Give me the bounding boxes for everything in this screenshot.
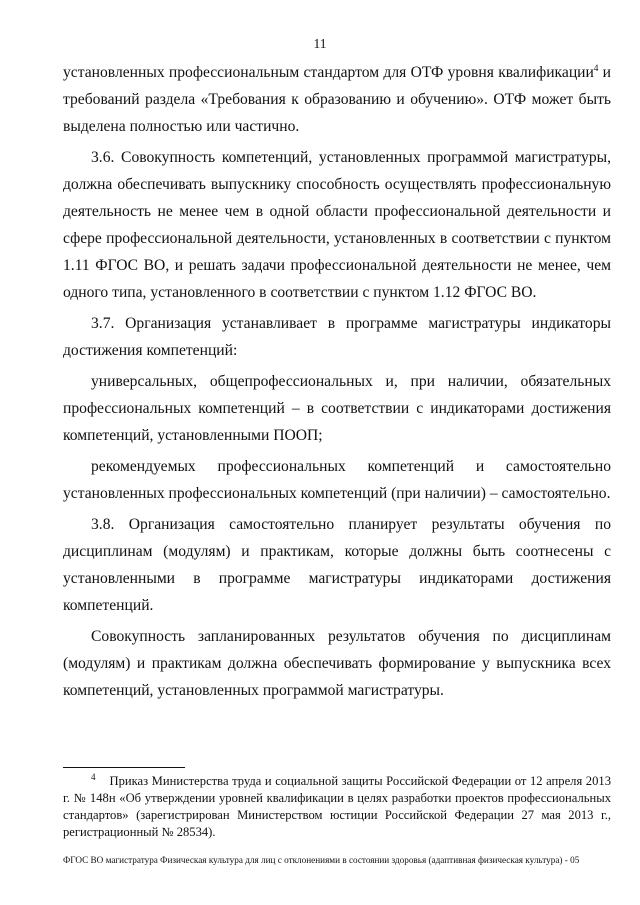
paragraph-planned-results: Совокупность запланированных результатов обучения по дисциплинам (модулям) и практикам должна обеспечивать формирование у выпускника всех компетенций, установленных программой магистратуры.	[63, 628, 611, 699]
paragraph-recommended-competencies: рекомендуемых профессиональных компетенций и самостоятельно установленных профессиональных компетенций (при наличии) – самостоятельно.	[63, 458, 611, 502]
footnote-reference: 4	[593, 62, 599, 73]
paragraph-universal-competencies: универсальных, общепрофессиональных и, при наличии, обязательных профессиональных компетенций – в соответствии с индикаторами достижения компетенций, установленными ПООП;	[63, 373, 611, 444]
footnote: 4 Приказ Министерства труда и социальной защиты Российской Федерации от 12 апреля 2013 г. № 148н «Об утверждении уровней квалификации в целях разработки проектов профессиональных стандартов» (зарегистрирован Министерством юстиции Российской Федерации 27 мая 2013 г., регистрационный № 28534).	[63, 771, 611, 839]
paragraph-continuation	[63, 59, 611, 140]
page-number: 11	[313, 36, 327, 51]
paragraph-3-8: 3.8. Организация самостоятельно планирует результаты обучения по дисциплинам (модулям) и практикам, которые должны быть соотнесены с установленными в программе магистратуры индикаторами достижения компетенций.	[63, 516, 611, 614]
paragraph-3-6: 3.6. Совокупность компетенций, установленных программой магистратуры, должна обеспечивать выпускнику способность осуществлять профессиональную деятельность не менее чем в одной области профессиональной деятельности и сфере профессиональной деятельности, установленных в соответствии с пунктом 1.11 ФГОС ВО, и решать задачи профессиональной деятельности не менее, чем одного типа, установленного в соответствии с пунктом 1.12 ФГОС ВО.	[63, 149, 611, 301]
paragraph-continuation-part1: установленных профессиональным стандартом для ОТФ уровня квалификации	[63, 64, 594, 81]
paragraph-3-7: 3.7. Организация устанавливает в программе магистратуры индикаторы достижения компетенций:	[63, 315, 611, 359]
footnote-text: Приказ Министерства труда и социальной защиты Российской Федерации от 12 апреля 2013 г. № 148н «Об утверждении уровней квалификации в целях разработки проектов профессиональных стандартов» (зарегистрирован Министерством юстиции Российской Федерации 27 мая 2013 г., регистрационный № 28534).	[63, 774, 611, 839]
running-footer: ФГОС ВО магистратура Физическая культура для лиц с отклонениями в состоянии здоровья (адаптивная физическая культура) - 05	[63, 855, 580, 865]
body-text	[63, 59, 611, 704]
paragraph-continuation-part2: и требований раздела «Требования к образованию и обучению». ОТФ может быть выделена полностью или частично.	[63, 64, 611, 135]
footnote-divider	[63, 767, 185, 768]
